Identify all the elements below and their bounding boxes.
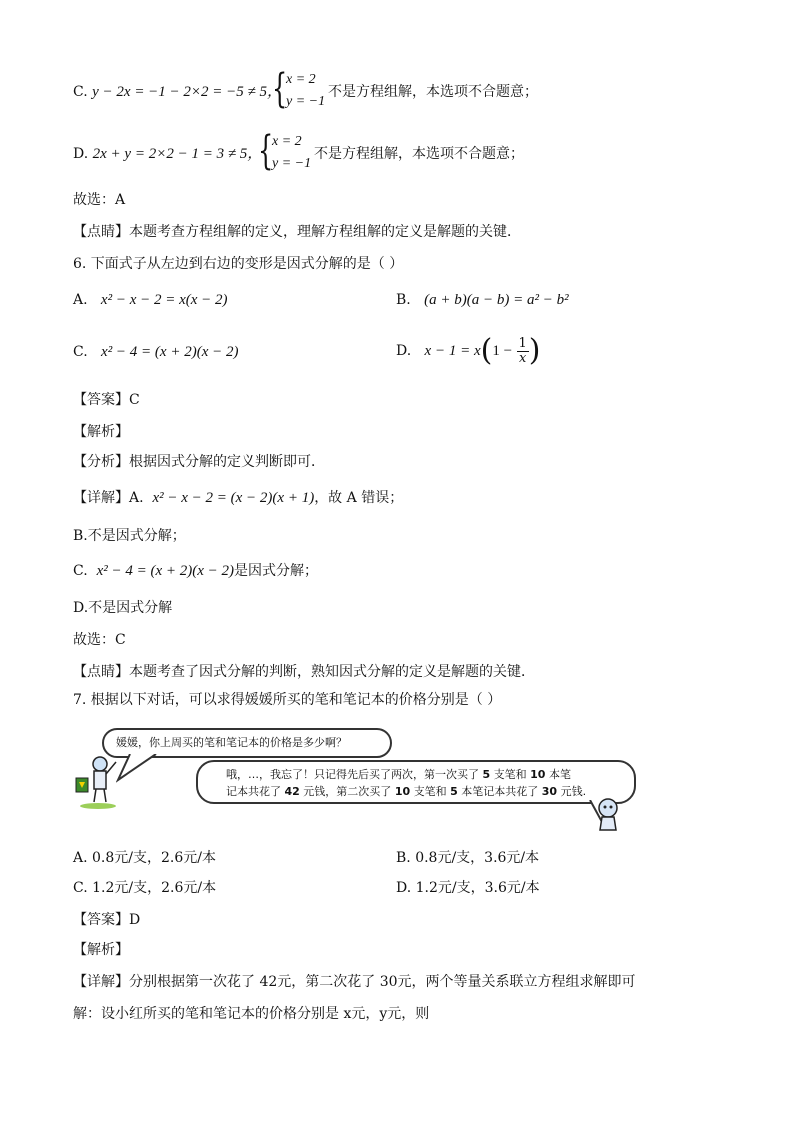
bubble-text: 支笔和 bbox=[490, 768, 531, 781]
option-label: C. bbox=[73, 563, 88, 579]
speech-bubble-answer bbox=[196, 760, 636, 804]
character-right-icon bbox=[592, 796, 624, 832]
equation-system bbox=[272, 66, 332, 112]
bubble-number: 30 bbox=[541, 785, 558, 798]
answer-label: 【答案】D bbox=[73, 912, 141, 928]
detail-line bbox=[73, 488, 403, 508]
q7-option-b: B. 0.8元/支，3.6元/本 bbox=[396, 850, 540, 866]
bubble-line-1 bbox=[226, 766, 606, 783]
math-expression: (a + b)(a − b) = a² − b² bbox=[424, 292, 569, 308]
prev-option-c bbox=[73, 82, 282, 102]
q7-option-a: A. 0.8元/支，2.6元/本 bbox=[73, 850, 216, 866]
q6-option-d bbox=[396, 328, 541, 374]
brace-icon: { bbox=[272, 66, 288, 112]
math-expression: x² − 4 = (x + 2)(x − 2) bbox=[101, 344, 239, 360]
math-expression: x² − x − 2 = (x − 2)(x + 1) bbox=[152, 490, 315, 506]
question-6-stem: 6. 下面式子从左边到右边的变形是因式分解的是（ ） bbox=[73, 256, 404, 272]
bubble-text: 支笔和 bbox=[410, 785, 451, 798]
bubble-number: 10 bbox=[394, 785, 411, 798]
math-expression: x² − 4 = (x + 2)(x − 2) bbox=[96, 563, 235, 579]
detail-c bbox=[73, 561, 318, 581]
detail-tail: 是因式分解； bbox=[234, 563, 319, 579]
option-label: A. bbox=[73, 292, 88, 308]
bubble-text: 元钱，第二次买了 bbox=[299, 785, 395, 798]
detail-tail: ，故 A 错误； bbox=[314, 490, 404, 506]
detail-prefix: 【详解】A. bbox=[73, 490, 144, 506]
choose-line: 故选：A bbox=[73, 192, 126, 208]
math-expression: 2x + y = 2×2 − 1 = 3 ≠ 5， bbox=[92, 146, 263, 162]
fraction bbox=[517, 337, 529, 366]
analysis-label: 【解析】 bbox=[73, 942, 129, 958]
comment-line: 【点睛】本题考查方程组解的定义，理解方程组解的定义是解题的关键． bbox=[73, 224, 521, 240]
answer-label: 【答案】C bbox=[73, 392, 140, 408]
option-label: D. bbox=[73, 146, 89, 162]
bubble-text: 元钱. bbox=[557, 785, 587, 798]
bubble-text: 哦，…，我忘了！只记得先后买了两次，第一次买了 bbox=[226, 768, 483, 781]
q7-option-d: D. 1.2元/支，3.6元/本 bbox=[396, 880, 540, 896]
bubble-number: 5 bbox=[482, 768, 491, 781]
bubble-number: 42 bbox=[284, 785, 300, 798]
bubble-text: 记本共花了 bbox=[226, 785, 285, 798]
detail-d: D.不是因式分解 bbox=[73, 600, 173, 616]
analysis-text: 【分析】根据因式分解的定义判断即可． bbox=[73, 454, 325, 470]
system-row-2: y = −1 bbox=[286, 94, 326, 109]
option-label: C. bbox=[73, 84, 88, 100]
character-left-icon bbox=[74, 752, 118, 812]
bubble-number: 5 bbox=[450, 785, 458, 798]
option-label: D. bbox=[396, 343, 412, 359]
prev-option-d-tail: 不是方程组解，本选项不合题意； bbox=[314, 146, 524, 162]
fraction-denominator: x bbox=[518, 350, 527, 366]
choose-line: 故选：C bbox=[73, 632, 126, 648]
q6-option-a bbox=[73, 290, 228, 310]
brace-icon: { bbox=[258, 128, 274, 174]
analysis-label: 【解析】 bbox=[73, 424, 129, 440]
math-term: 1 − bbox=[492, 343, 513, 359]
paren-close: ) bbox=[528, 333, 541, 368]
math-expression: x − 1 = x bbox=[424, 343, 481, 359]
q6-option-c bbox=[73, 342, 238, 362]
option-label: C. bbox=[73, 344, 88, 360]
bubble-tail bbox=[116, 754, 176, 784]
math-expression: y − 2x = −1 − 2×2 = −5 ≠ 5， bbox=[92, 84, 283, 100]
prev-option-d bbox=[73, 144, 262, 164]
question-7-stem: 7. 根据以下对话，可以求得媛媛所买的笔和笔记本的价格分别是（ ） bbox=[73, 692, 502, 708]
prev-option-c-tail: 不是方程组解，本选项不合题意； bbox=[328, 84, 538, 100]
system-row-1: x = 2 bbox=[286, 72, 316, 87]
bubble-number: 10 bbox=[530, 768, 546, 781]
detail-line: 【详解】分别根据第一次花了 42元，第二次花了 30元，两个等量关系联立方程组求解即可 bbox=[73, 974, 636, 990]
paren-open: ( bbox=[480, 333, 493, 368]
bubble-text: 本笔记本共花了 bbox=[457, 785, 542, 798]
q7-option-c: C. 1.2元/支，2.6元/本 bbox=[73, 880, 217, 896]
q6-option-b bbox=[396, 290, 569, 310]
equation-system bbox=[258, 128, 318, 174]
comment-line: 【点睛】本题考查了因式分解的判断，熟知因式分解的定义是解题的关键． bbox=[73, 664, 535, 680]
bubble-text: 媛媛，你上周买的笔和笔记本的价格是多少啊？ bbox=[116, 736, 347, 749]
system-row-2: y = −1 bbox=[272, 156, 312, 171]
bubble-line-2 bbox=[226, 783, 606, 800]
math-expression: x² − x − 2 = x(x − 2) bbox=[100, 292, 228, 308]
system-row-1: x = 2 bbox=[272, 134, 302, 149]
solution-line: 解：设小红所买的笔和笔记本的价格分别是 x元，y元，则 bbox=[73, 1006, 430, 1022]
fraction-numerator: 1 bbox=[518, 335, 527, 351]
detail-b: B.不是因式分解； bbox=[73, 528, 186, 544]
bubble-text: 本笔 bbox=[545, 768, 571, 781]
option-label: B. bbox=[396, 292, 411, 308]
